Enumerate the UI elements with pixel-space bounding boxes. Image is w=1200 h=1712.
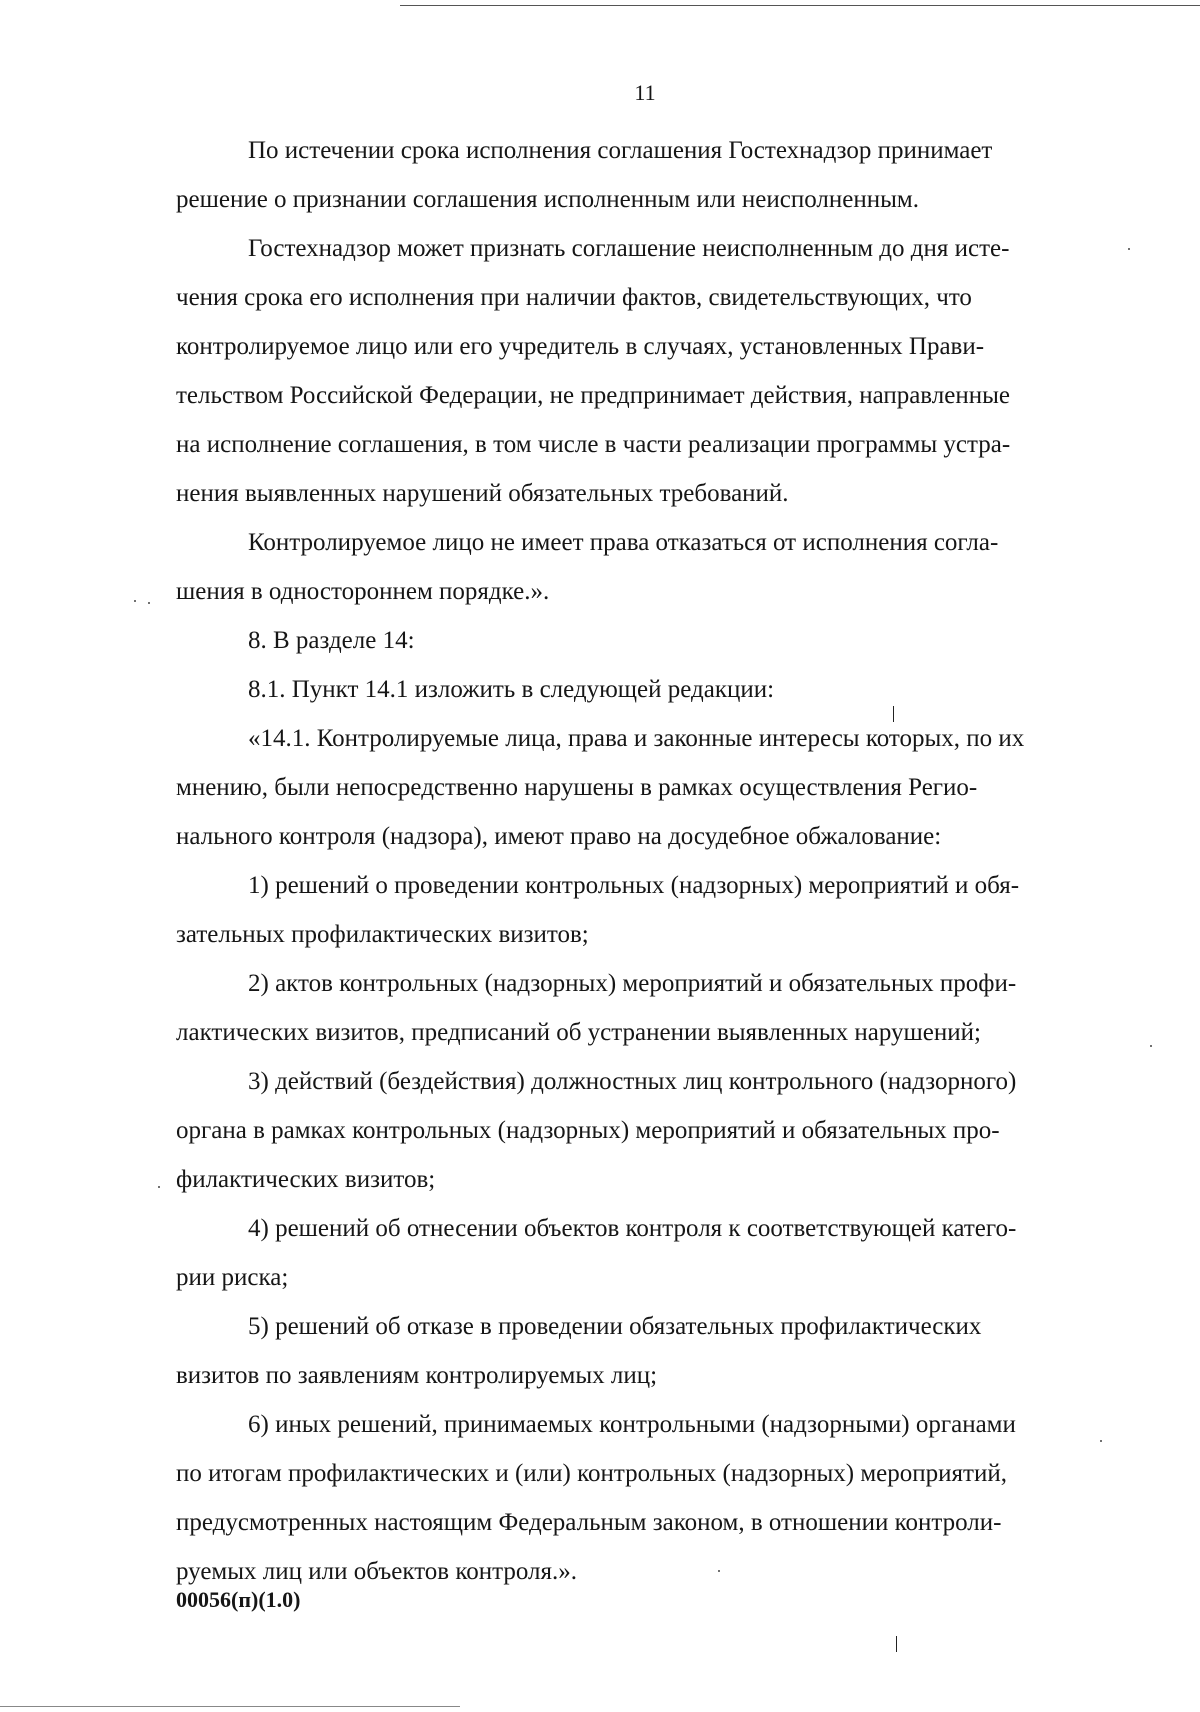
scan-edge-top (400, 5, 1200, 6)
scan-speck (718, 1570, 720, 1572)
list-item-6: 6) иных решений, принимаемых контрольными (надзорными) органами по итогам профилактических и (или) контрольных (надзорных) мероприятий, предусмотренных настоящим Федеральным законом, в отношении контроли- руемых лиц или объектов контроля.». (176, 1411, 1016, 1585)
scan-mark (896, 1636, 897, 1652)
list-item-1: 1) решений о проведении контрольных (надзорных) мероприятий и обя- зательных профилактических визитов; (176, 872, 1020, 948)
scan-speck (1128, 248, 1130, 250)
paragraph-section-14: 8. В разделе 14: (248, 627, 415, 654)
list-item-5: 5) решений об отказе в проведении обязательных профилактических визитов по заявлениям контролируемых лиц; (176, 1313, 982, 1389)
page-number: 11 (634, 80, 656, 105)
paragraph-no-unilateral-refusal: Контролируемое лицо не имеет права отказаться от исполнения согла- шения в одностороннем порядке.». (176, 529, 999, 605)
scan-speck (1100, 1440, 1102, 1442)
document-body (176, 126, 1120, 1596)
scan-mark (893, 706, 894, 722)
scan-speck (1150, 1045, 1152, 1047)
paragraph-item-14-1: «14.1. Контролируемые лица, права и законные интересы которых, по их мнению, были непосредственно нарушены в рамках осуществления Регио- нального контроля (надзора), имеют право на досудебное обжалование: (176, 725, 1025, 850)
list-item-4: 4) решений об отнесении объектов контроля к соответствующей катего- рии риска; (176, 1215, 1017, 1291)
scan-edge-bottom (0, 1706, 460, 1707)
document-code: 00056(п)(1.0) (176, 1587, 301, 1612)
list-item-2: 2) актов контрольных (надзорных) мероприятий и обязательных профи- лактических визитов, предписаний об устранении выявленных нарушений; (176, 970, 1017, 1046)
scan-speck (158, 1186, 160, 1188)
scan-speck (148, 602, 150, 604)
paragraph-item-8-1: 8.1. Пункт 14.1 изложить в следующей редакции: (248, 676, 775, 703)
paragraph-agreement-decision: По истечении срока исполнения соглашения Гостехнадзор принимает решение о признании соглашения исполненным или неисполненным. (176, 137, 993, 213)
scan-speck (134, 600, 136, 602)
paragraph-agreement-unfulfilled: Гостехнадзор может признать соглашение неисполненным до дня исте- чения срока его исполнения при наличии фактов, свидетельствующих, что контролируемое лицо или его учредитель в случаях, установленных Прави- тельством Российской Федерации, не предпринимает действия, направленные на исполнение соглашения, в том числе в части реализации программы устра- нения выявленных нарушений обязательных требований. (176, 235, 1011, 507)
list-item-3: 3) действий (бездействия) должностных лиц контрольного (надзорного) органа в рамках контрольных (надзорных) мероприятий и обязательных про- филактических визитов; (176, 1068, 1017, 1193)
